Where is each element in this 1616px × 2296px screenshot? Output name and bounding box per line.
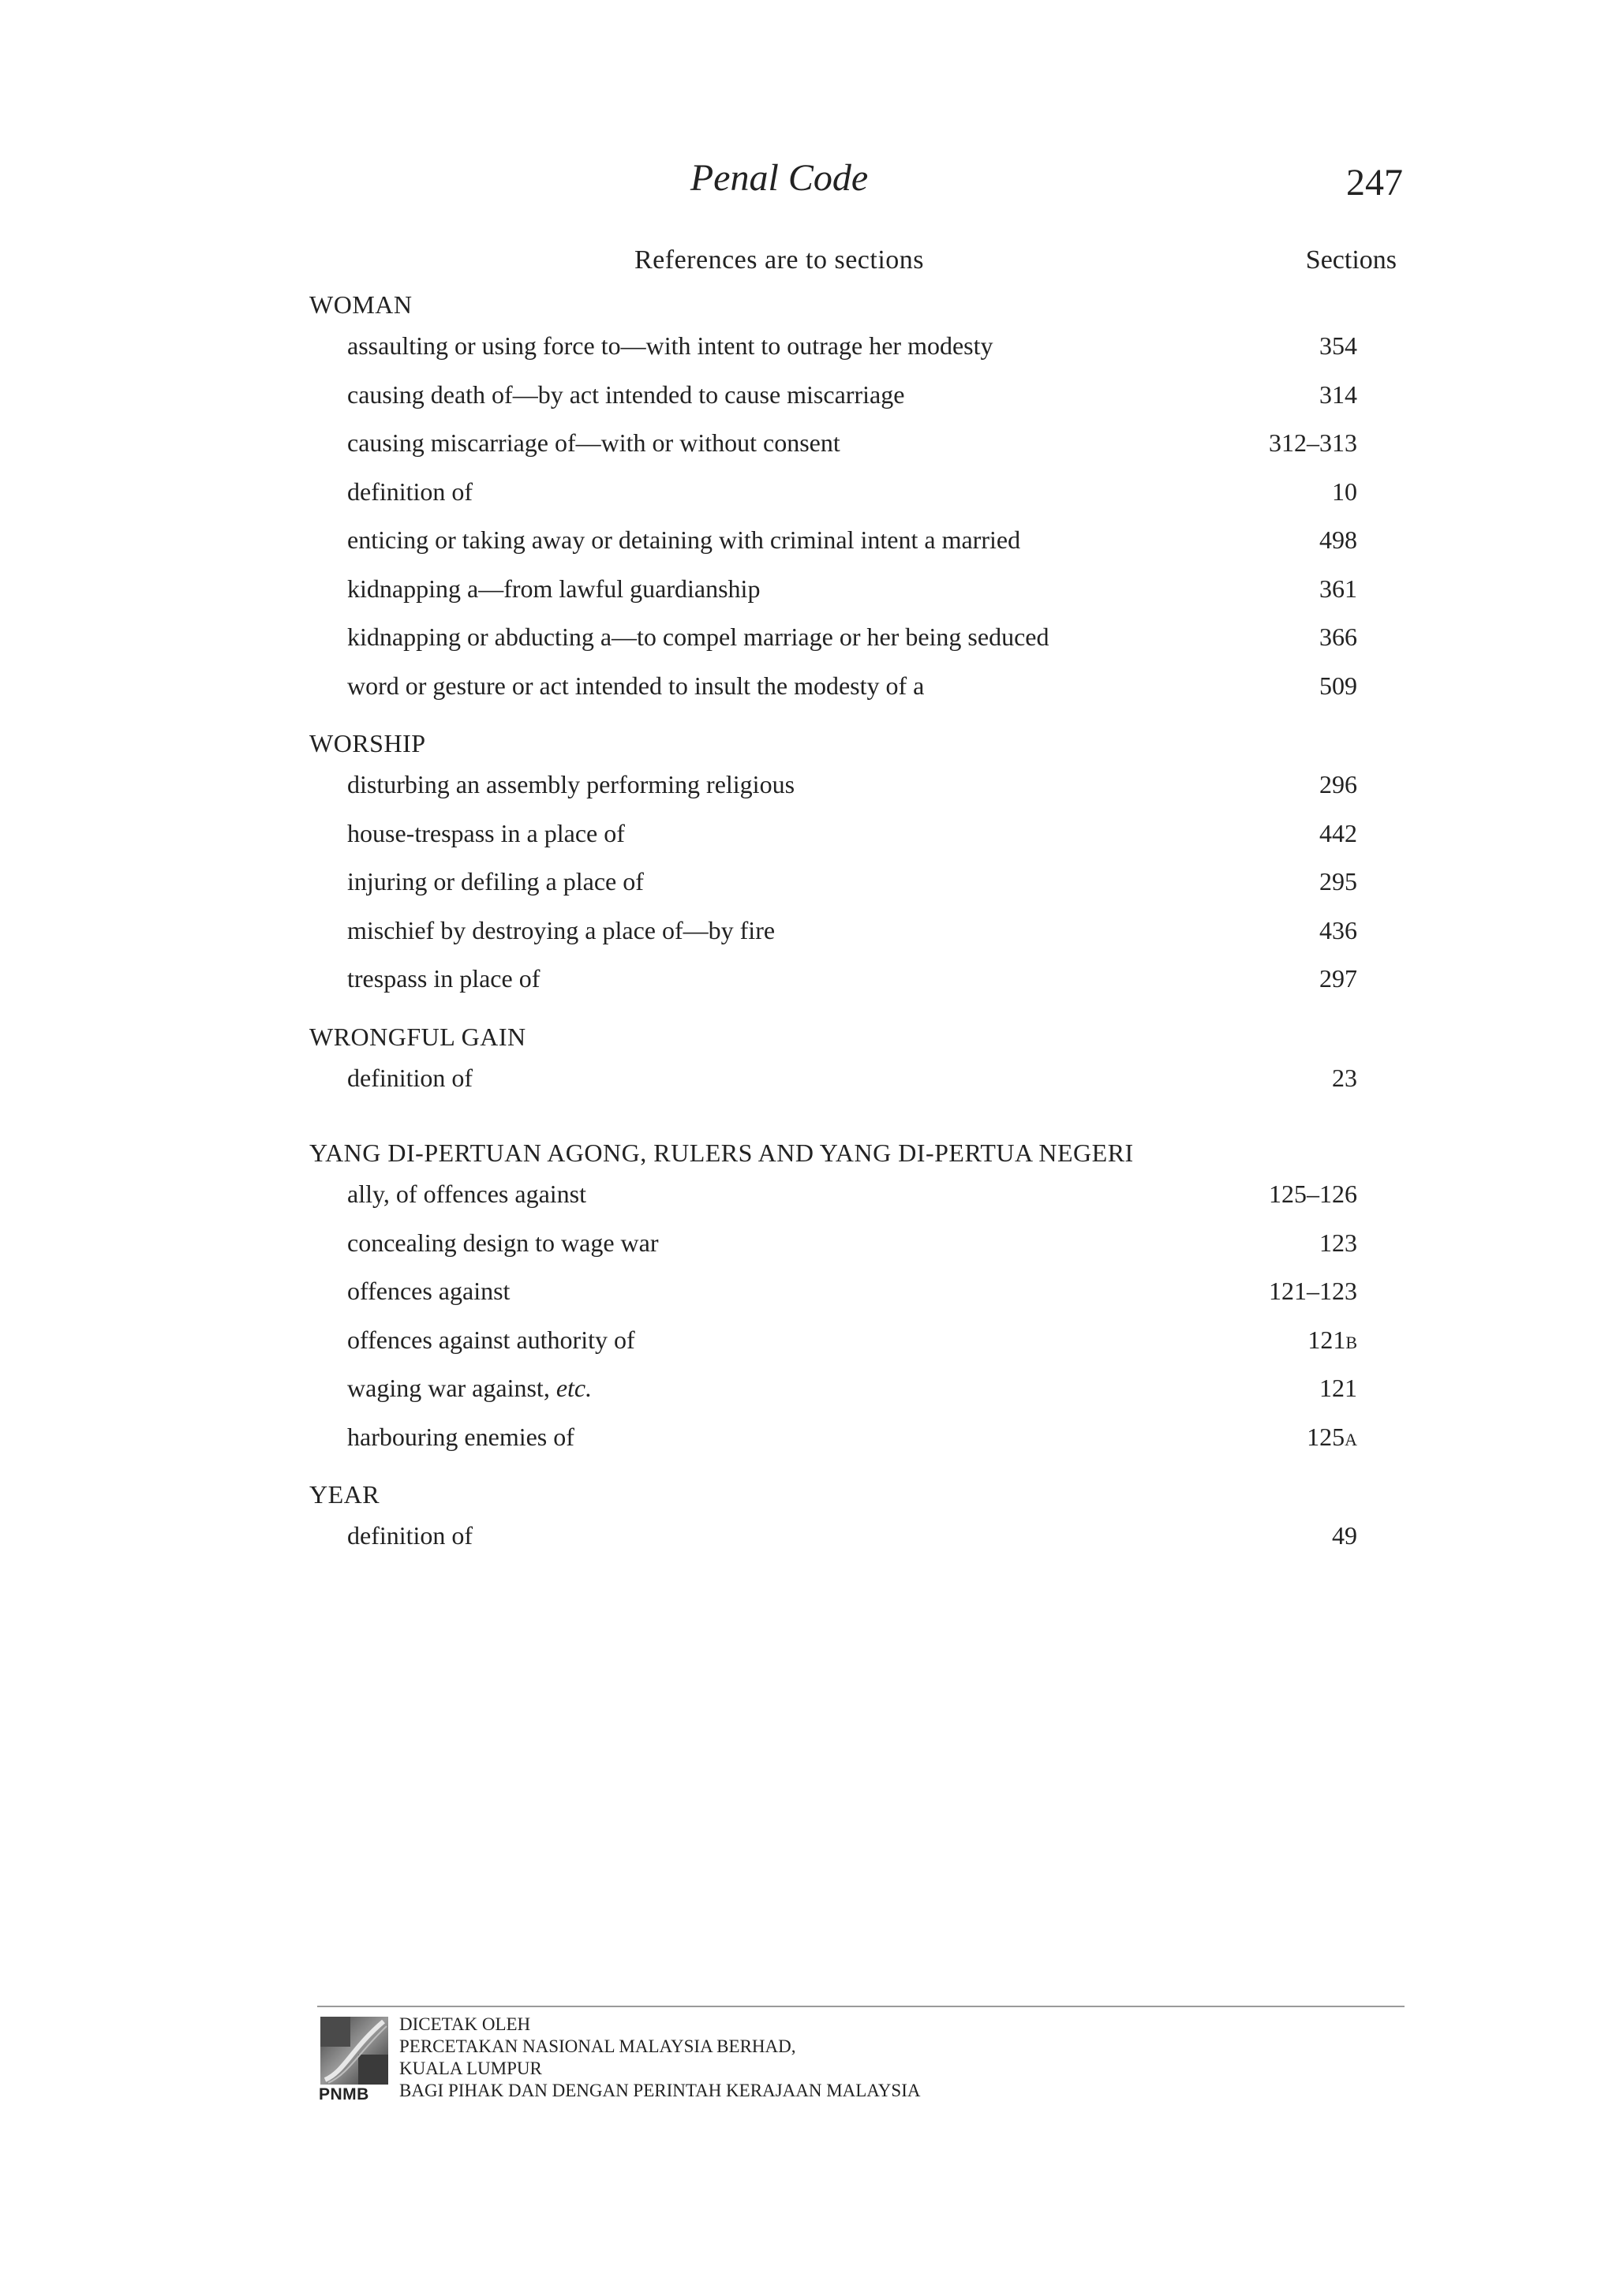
entry-section: 125–126 [1269,1180,1357,1208]
entry-text: causing miscarriage of—with or without consent [347,428,840,457]
entry-section [1307,1421,1357,1456]
entry-section: 296 [1319,770,1357,798]
entry-text: assaulting or using force to—with intent to outrage her modesty [347,331,993,360]
index-entry [309,371,1357,420]
entry-text [347,1372,592,1404]
entry-text: enticing or taking away or detaining with criminal intent a married [347,525,1021,554]
entry-text: kidnapping or abducting a—to compel marriage or her being seduced [347,623,1049,651]
index-list [309,287,1357,1561]
index-entry [309,662,1357,711]
entry-section: 354 [1319,331,1357,360]
logo-wordmark: PNMB [319,2085,369,2103]
entry-section: 123 [1319,1228,1357,1257]
index-entry [309,1413,1357,1462]
index-entry [309,907,1357,955]
index-entry [309,1316,1357,1365]
index-heading-yang-di-pertuan-agong: YANG DI-PERTUAN AGONG, RULERS AND YANG DI-PERTUA NEGERI [309,1139,1134,1167]
index-heading-woman: WOMAN [309,290,413,319]
imprint-line: DICETAK OLEH [399,2014,531,2034]
index-entry [309,1054,1357,1103]
index-entry [309,761,1357,810]
index-heading-worship: WORSHIP [309,729,426,757]
section-number: 125 [1307,1422,1345,1451]
entry-text: injuring or defiling a place of [347,867,644,896]
entry-section: 314 [1319,380,1357,409]
entry-text-main: waging war against, [347,1374,550,1402]
entry-text: definition of [347,1521,473,1550]
entry-text: harbouring enemies of [347,1422,574,1451]
entry-text: word or gesture or act intended to insult the modesty of a [347,671,925,700]
index-entry [309,565,1357,614]
index-entry [309,613,1357,662]
section-gap [309,710,1357,726]
entry-section: 297 [1319,964,1357,993]
index-entry [309,810,1357,858]
entry-text: definition of [347,1063,473,1092]
index-entry [309,1170,1357,1219]
entry-section: 366 [1319,623,1357,651]
section-suffix: A [1345,1429,1357,1449]
entry-text: house-trespass in a place of [347,818,625,847]
index-entry [309,955,1357,1004]
index-entry [309,516,1357,565]
section-number: 121 [1307,1325,1346,1354]
entry-text: offences against authority of [347,1325,635,1354]
imprint-line: BAGI PIHAK DAN DENGAN PERINTAH KERAJAAN MALAYSIA [399,2081,921,2100]
entry-section: 436 [1319,915,1357,944]
entry-section: 23 [1332,1063,1357,1092]
entry-text: ally, of offences against [347,1180,586,1208]
entry-section: 509 [1319,671,1357,700]
entry-text: causing death of—by act intended to cause miscarriage [347,380,905,409]
index-entry [309,1364,1357,1413]
page-number: 247 [1346,162,1403,204]
index-heading-year: YEAR [309,1480,380,1509]
section-gap [309,1004,1357,1019]
entry-text: trespass in place of [347,964,541,993]
references-note: References are to sections [634,245,924,275]
entry-section: 312–313 [1269,428,1357,457]
entry-text-italic: etc. [556,1374,593,1402]
entry-section: 442 [1319,818,1357,847]
entry-text: offences against [347,1277,511,1305]
entry-section: 49 [1332,1521,1357,1550]
running-title: Penal Code [690,157,869,199]
section-gap [309,1461,1357,1477]
entry-section [1307,1324,1357,1359]
index-entry [309,1512,1357,1561]
entry-text: kidnapping a—from lawful guardianship [347,574,761,603]
pnmb-logo-icon [320,2017,388,2085]
entry-text: concealing design to wage war [347,1228,659,1257]
printer-imprint [399,2014,920,2102]
index-entry [309,1219,1357,1268]
entry-text: disturbing an assembly performing religious [347,770,795,798]
entry-section: 295 [1319,867,1357,896]
entry-section: 121 [1319,1374,1357,1402]
index-heading-wrongful-gain: WRONGFUL GAIN [309,1022,526,1051]
entry-text: mischief by destroying a place of—by fire [347,915,776,944]
section-suffix: B [1345,1332,1357,1352]
entry-section: 10 [1332,477,1357,506]
imprint-line: KUALA LUMPUR [399,2059,542,2078]
index-entry [309,1267,1357,1316]
index-entry [309,858,1357,907]
sections-column-label: Sections [1305,245,1397,275]
footer-rule [317,2006,1405,2007]
section-gap [309,1102,1357,1135]
index-entry [309,468,1357,517]
entry-section: 121–123 [1269,1277,1357,1305]
entry-text: definition of [347,477,473,506]
imprint-line: PERCETAKAN NASIONAL MALAYSIA BERHAD, [399,2036,796,2056]
index-entry [309,322,1357,371]
entry-section: 361 [1319,574,1357,603]
index-entry [309,419,1357,468]
entry-section: 498 [1319,525,1357,554]
